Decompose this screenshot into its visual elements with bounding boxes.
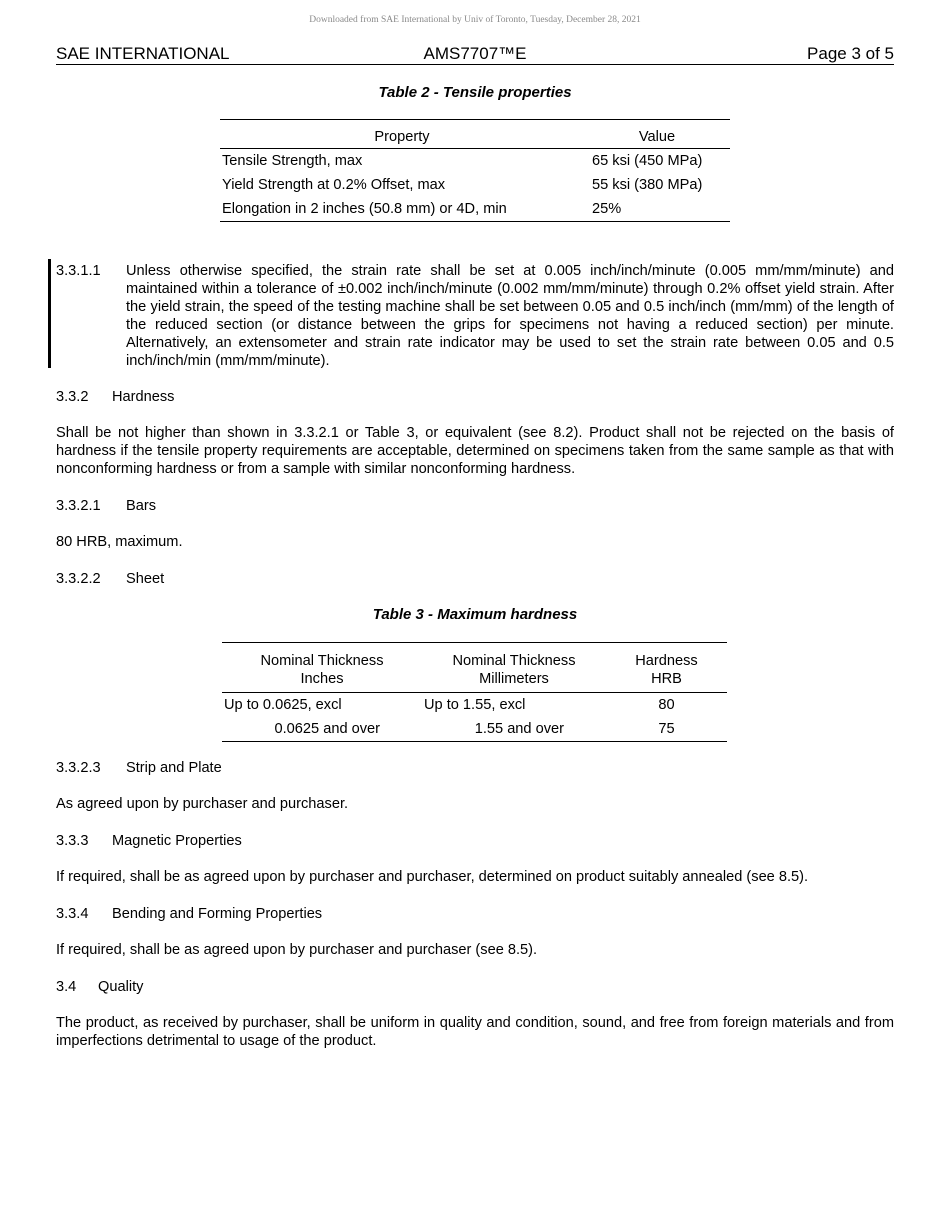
- table-cell: Yield Strength at 0.2% Offset, max: [222, 177, 446, 193]
- table-cell: 25%: [592, 201, 622, 217]
- section-title: Bending and Forming Properties: [112, 906, 323, 922]
- table3-caption: Table 3 - Maximum hardness: [372, 606, 578, 623]
- table-cell: Up to 1.55, excl: [424, 697, 526, 713]
- section-heading-3-3-2-3: [56, 759, 222, 777]
- section-title: Sheet: [126, 571, 165, 587]
- section-title: Magnetic Properties: [112, 833, 242, 849]
- header-organization: SAE INTERNATIONAL: [56, 44, 230, 63]
- section-number: 3.3.2: [56, 389, 89, 405]
- column-header-line: Hardness: [635, 653, 698, 669]
- page-header: [56, 44, 894, 65]
- column-header: [222, 643, 422, 693]
- table-cell: Elongation in 2 inches (50.8 mm) or 4D, min: [222, 201, 507, 217]
- section-3-3-2-text: Shall be not higher than shown in 3.3.2.1 or Table 3, or equivalent (see 8.2). Product shall not be rejected on the basis of hardness if the tensile property requirements are acceptable, determined on specimens taken from the same sample as that with nonconforming hardness or from a sample with similar nonconforming hardness.: [56, 425, 894, 477]
- section-3-3-3-text: If required, shall be as agreed upon by purchaser and purchaser, determined on product suitably annealed (see 8.5).: [56, 869, 809, 885]
- section-number: 3.3.2.3: [56, 760, 101, 776]
- table-cell: 65 ksi (450 MPa): [592, 153, 703, 169]
- table-row: [222, 717, 727, 742]
- section-heading-3-3-4: [56, 905, 322, 923]
- table-cell: 80: [658, 697, 675, 713]
- table-cell: Tensile Strength, max: [222, 153, 363, 169]
- maximum-hardness-table: [222, 642, 727, 742]
- section-heading-3-3-2: [56, 388, 174, 406]
- section-number: 3.3.2.2: [56, 571, 101, 587]
- column-header-line: Nominal Thickness: [260, 653, 384, 669]
- table-row: [220, 197, 730, 222]
- table-row: [220, 149, 730, 174]
- section-3-3-2-3-text: As agreed upon by purchaser and purchaser.: [56, 796, 349, 812]
- section-heading-3-3-3: [56, 832, 242, 850]
- table-cell: 75: [658, 721, 675, 737]
- section-title: Strip and Plate: [126, 760, 222, 776]
- table-cell: 0.0625 and over: [274, 721, 380, 737]
- download-watermark: Downloaded from SAE International by Univ of Toronto, Tuesday, December 28, 2021: [309, 15, 641, 25]
- section-heading-3-3-2-2: [56, 570, 164, 588]
- section-3-3-2-1-text: 80 HRB, maximum.: [56, 534, 183, 550]
- header-page-number: Page 3 of 5: [807, 44, 894, 63]
- section-title: Hardness: [112, 389, 175, 405]
- section-title: Bars: [126, 498, 157, 514]
- revision-change-bar: [48, 259, 51, 368]
- column-header: Property: [220, 120, 584, 149]
- table-row: [220, 173, 730, 197]
- column-header-line: Nominal Thickness: [452, 653, 576, 669]
- column-header-line: HRB: [651, 671, 682, 687]
- section-3-4-text: The product, as received by purchaser, shall be uniform in quality and condition, sound, and free from foreign materials and from imperfections detrimental to usage of the product.: [56, 1015, 894, 1049]
- table-header-row: [222, 643, 727, 693]
- section-heading-3-3-2-1: [56, 497, 156, 515]
- header-document-id: AMS7707™E: [423, 44, 527, 63]
- section-3-3-1-1-text: Unless otherwise specified, the strain rate shall be set at 0.005 inch/inch/minute (0.005 mm/mm/minute) and maintained within a tolerance of ±0.002 inch/inch/minute (0.002 mm/mm/minute) through 0.2% offset yield strain. After the yield strain, the speed of the testing machine shall be set between 0.05 and 0.5 inch/inch (mm/mm) of the length of the reduced section (or distance between the grips for specimens not having a reduced section) per minute. Alternatively, an extensometer and strain rate indicator may be used to set the strain rate between 0.05 and 0.5 inch/inch/min (mm/mm/minute).: [126, 263, 894, 369]
- column-header-line: Millimeters: [479, 671, 549, 687]
- section-number: 3.3.4: [56, 906, 89, 922]
- section-number: 3.4: [56, 979, 77, 995]
- table2-caption: Table 2 - Tensile properties: [378, 84, 572, 101]
- section-number: 3.3.2.1: [56, 498, 101, 514]
- tensile-properties-table: [220, 119, 730, 222]
- section-title: Quality: [98, 979, 144, 995]
- section-3-3-4-text: If required, shall be as agreed upon by purchaser and purchaser (see 8.5).: [56, 942, 538, 958]
- section-number: 3.3.3: [56, 833, 89, 849]
- table-cell: 1.55 and over: [474, 721, 564, 737]
- table-header-row: [220, 120, 730, 149]
- table-row: [222, 693, 727, 718]
- table-cell: Up to 0.0625, excl: [224, 697, 342, 713]
- column-header: [606, 643, 727, 693]
- column-header: Value: [584, 120, 730, 149]
- section-heading-3-4: [56, 978, 143, 996]
- column-header: [422, 643, 606, 693]
- section-number-3-3-1-1: 3.3.1.1: [56, 263, 101, 279]
- column-header-line: Inches: [300, 671, 344, 687]
- table-cell: 55 ksi (380 MPa): [592, 177, 703, 193]
